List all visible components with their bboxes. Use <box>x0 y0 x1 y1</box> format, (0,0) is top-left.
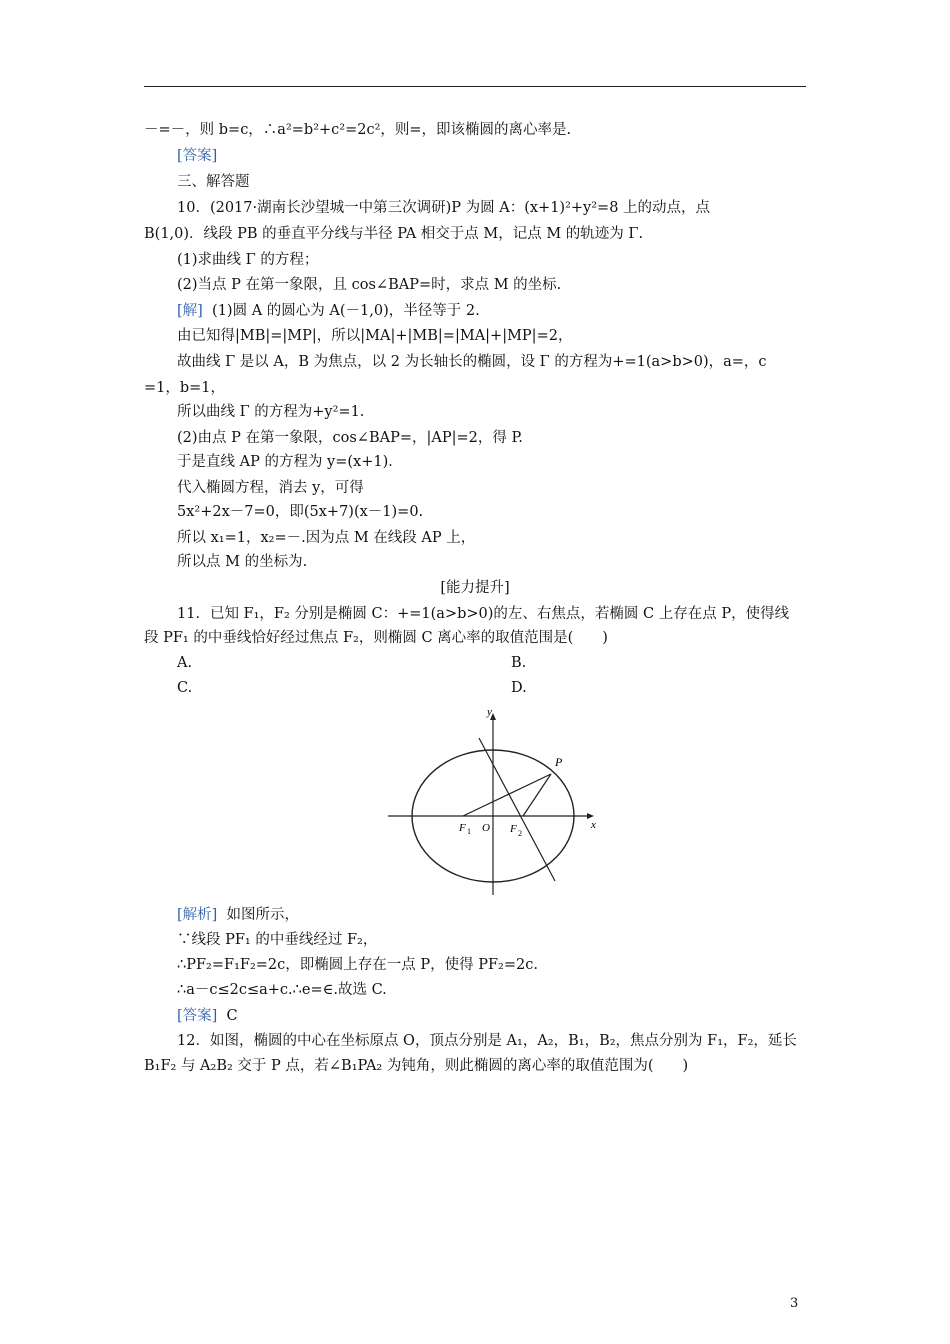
answer-tag: [答案] <box>177 1008 218 1024</box>
y-axis-label: y <box>487 706 492 718</box>
option-c: C. <box>177 680 193 696</box>
analysis-tag: [解析] <box>177 907 218 923</box>
answer-value: C <box>226 1008 238 1024</box>
f1-label: F <box>459 822 466 834</box>
solution-text: (1)圆 A 的圆心为 A(－1,0)，半径等于 2. <box>212 303 480 319</box>
text-line: 所以 x₁=1，x₂=－.因为点 M 在线段 AP 上， <box>177 530 476 546</box>
text-line: 故曲线 Γ 是以 A，B 为焦点，以 2 为长轴长的椭圆，设 Γ 的方程为+=1(a>b>0)，a=，c <box>177 354 767 370</box>
text-line: B₁F₂ 与 A₂B₂ 交于 P 点，若∠B₁PA₂ 为钝角，则此椭圆的离心率的取值范围为( ) <box>144 1058 689 1074</box>
text-line: －=－，则 b=c，∴a²=b²+c²=2c²，则=，即该椭圆的离心率是. <box>144 122 572 138</box>
section-title: [能力提升] <box>440 580 510 596</box>
analysis-line <box>177 905 299 925</box>
text-line: ∴PF₂=F₁F₂=2c，即椭圆上存在一点 P，使得 PF₂=2c. <box>177 957 538 973</box>
answer-tag: [答案] <box>177 148 218 164</box>
point-p-label: P <box>555 755 563 769</box>
problem-12: 12．如图，椭圆的中心在坐标原点 O，顶点分别是 A₁，A₂，B₁，B₂，焦点分别为 F₁，F₂，延长 <box>177 1033 797 1049</box>
f1-subscript: 1 <box>467 827 471 836</box>
text-line: ∴a－c≤2c≤a+c.∴e=∈.故选 C. <box>177 982 387 998</box>
text-line: B(1,0)．线段 PB 的垂直平分线与半径 PA 相交于点 M，记点 M 的轨迹为 Γ. <box>144 226 644 242</box>
text-line: 5x²+2x－7=0，即(5x+7)(x－1)=0. <box>177 504 424 520</box>
perpendicular-bisector <box>479 738 555 881</box>
solution-line <box>177 301 480 321</box>
answer-line <box>177 1006 238 1026</box>
ellipse-figure <box>388 705 600 895</box>
text-line: 由已知得|MB|=|MP|，所以|MA|+|MB|=|MA|+|MP|=2， <box>177 328 573 344</box>
segment-pf1 <box>463 774 551 816</box>
x-axis-label: x <box>591 819 596 831</box>
page-number: 3 <box>790 1296 799 1311</box>
text-line: (2)当点 P 在第一象限，且 cos∠BAP=时，求点 M 的坐标. <box>177 277 562 293</box>
header-rule <box>144 86 806 87</box>
analysis-text: 如图所示， <box>226 907 300 923</box>
option-d: D. <box>511 680 527 696</box>
f2-label: F <box>510 823 517 835</box>
text-line: 所以点 M 的坐标为. <box>177 554 308 570</box>
text-line: (1)求曲线 Γ 的方程； <box>177 252 319 268</box>
text-line: 于是直线 AP 的方程为 y=(x+1)． <box>177 454 403 470</box>
option-b: B. <box>511 655 527 671</box>
f2-subscript: 2 <box>518 829 522 838</box>
text-line: 段 PF₁ 的中垂线恰好经过焦点 F₂，则椭圆 C 离心率的取值范围是( ) <box>144 630 608 646</box>
text-line: 所以曲线 Γ 的方程为+y²=1. <box>177 404 365 420</box>
option-a: A. <box>177 655 193 671</box>
origin-label: O <box>482 822 490 834</box>
text-line: 代入椭圆方程，消去 y，可得 <box>177 480 364 496</box>
text-line: (2)由点 P 在第一象限，cos∠BAP=，|AP|=2，得 P. <box>177 430 523 446</box>
problem-11: 11．已知 F₁，F₂ 分别是椭圆 C：+=1(a>b>0)的左、右焦点，若椭圆 C 上存在点 P，使得线 <box>177 606 790 622</box>
text-line: =1，b=1， <box>144 380 226 396</box>
problem-10: 10．(2017·湖南长沙望城一中第三次调研)P 为圆 A：(x+1)²+y²=8 上的动点，点 <box>177 200 711 216</box>
section-heading: 三、解答题 <box>177 174 250 190</box>
solution-tag: [解] <box>177 303 203 319</box>
text-line: ∵线段 PF₁ 的中垂线经过 F₂， <box>177 932 378 948</box>
